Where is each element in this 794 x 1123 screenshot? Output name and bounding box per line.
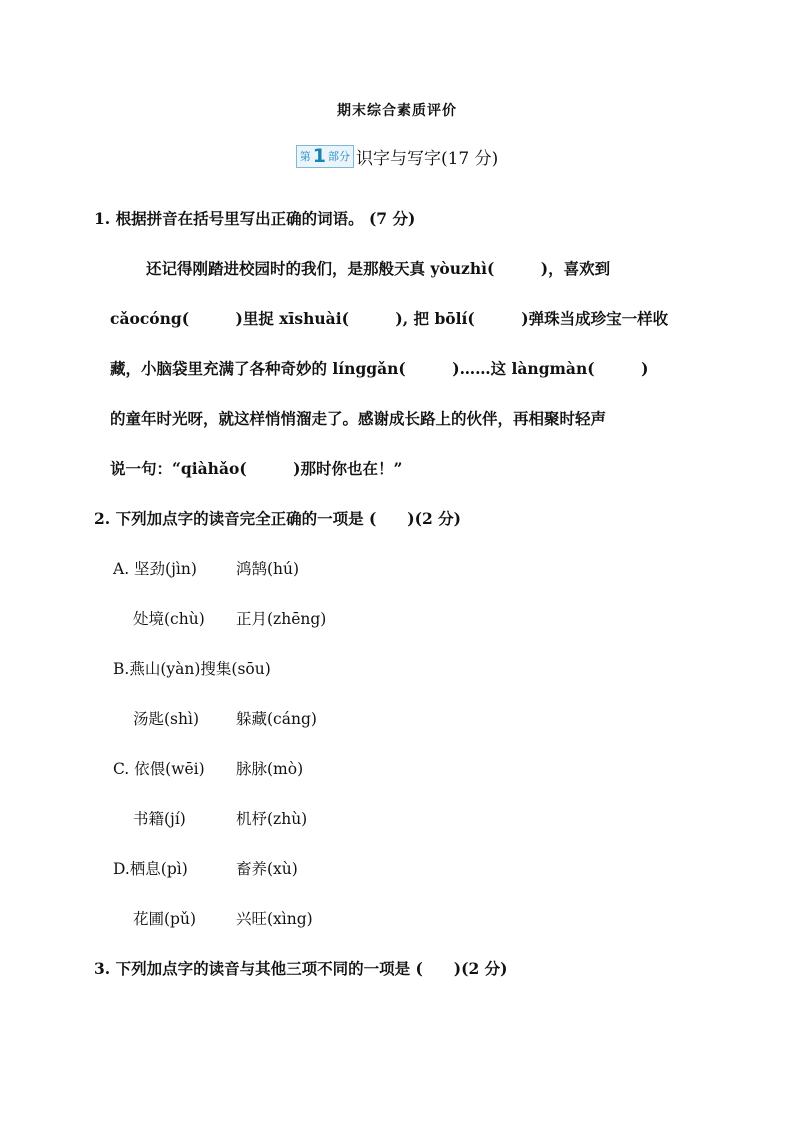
q2-option-d-word-4: 兴旺(xìng) xyxy=(236,910,313,928)
badge-number: 1 xyxy=(312,145,326,167)
badge-suffix: 部分 xyxy=(327,150,350,163)
q2-option-a-word-2: 鸿鹄(hú) xyxy=(236,560,300,578)
badge-prefix: 第 xyxy=(299,150,311,163)
q1-line-2: cǎocóng( )里捉 xīshuài( ), 把 bōlí( )弹珠当成珍宝一样收 xyxy=(110,309,669,328)
q2-option-d-word-2: 畜养(xù) xyxy=(236,860,298,878)
section-badge xyxy=(296,145,354,168)
q2-option-b-words-1: B.燕山(yàn)搜集(sōu) xyxy=(113,660,271,678)
page-title: 期末综合素质评价 xyxy=(337,103,457,119)
q2-option-c-word-1: C. 依偎(wēi) xyxy=(113,760,205,778)
q2-option-b-word-3: 汤匙(shì) xyxy=(133,710,199,728)
q1-line-5: 说一句：“qiàhǎo( )那时你也在！” xyxy=(110,459,403,478)
q1-line-3: 藏，小脑袋里充满了各种奇妙的 línggǎn( )……这 làngmàn( ) xyxy=(110,359,649,378)
question-1-stem: 1. 根据拼音在括号里写出正确的词语。 (7 分) xyxy=(94,209,416,228)
section-header xyxy=(0,144,794,169)
q1-line-4: 的童年时光呀，就这样悄悄溜走了。感谢成长路上的伙伴，再相聚时轻声 xyxy=(110,409,607,428)
question-3-stem: 3. 下列加点字的读音与其他三项不同的一项是 ( )(2 分) xyxy=(94,959,508,978)
q2-option-c-word-2: 脉脉(mò) xyxy=(236,760,304,778)
q2-option-c-word-3: 书籍(jí) xyxy=(133,810,186,828)
q2-option-c-word-4: 机杼(zhù) xyxy=(236,810,308,828)
section-title: 识字与写字(17 分) xyxy=(355,149,499,169)
question-2-stem: 2. 下列加点字的读音完全正确的一项是 ( )(2 分) xyxy=(94,509,461,528)
q2-option-a-word-3: 处境(chù) xyxy=(133,610,205,628)
q1-line-1: 还记得刚踏进校园时的我们，是那般天真 yòuzhì( )，喜欢到 xyxy=(146,259,611,278)
q2-option-d-word-1: D.栖息(pì) xyxy=(113,860,188,878)
q2-option-a-word-4: 正月(zhēng) xyxy=(236,610,327,628)
q2-option-a-word-1: A. 坚劲(jìn) xyxy=(113,560,197,578)
q2-option-d-word-3: 花圃(pǔ) xyxy=(133,910,196,928)
q2-option-b-word-4: 躲藏(cáng) xyxy=(236,710,317,728)
